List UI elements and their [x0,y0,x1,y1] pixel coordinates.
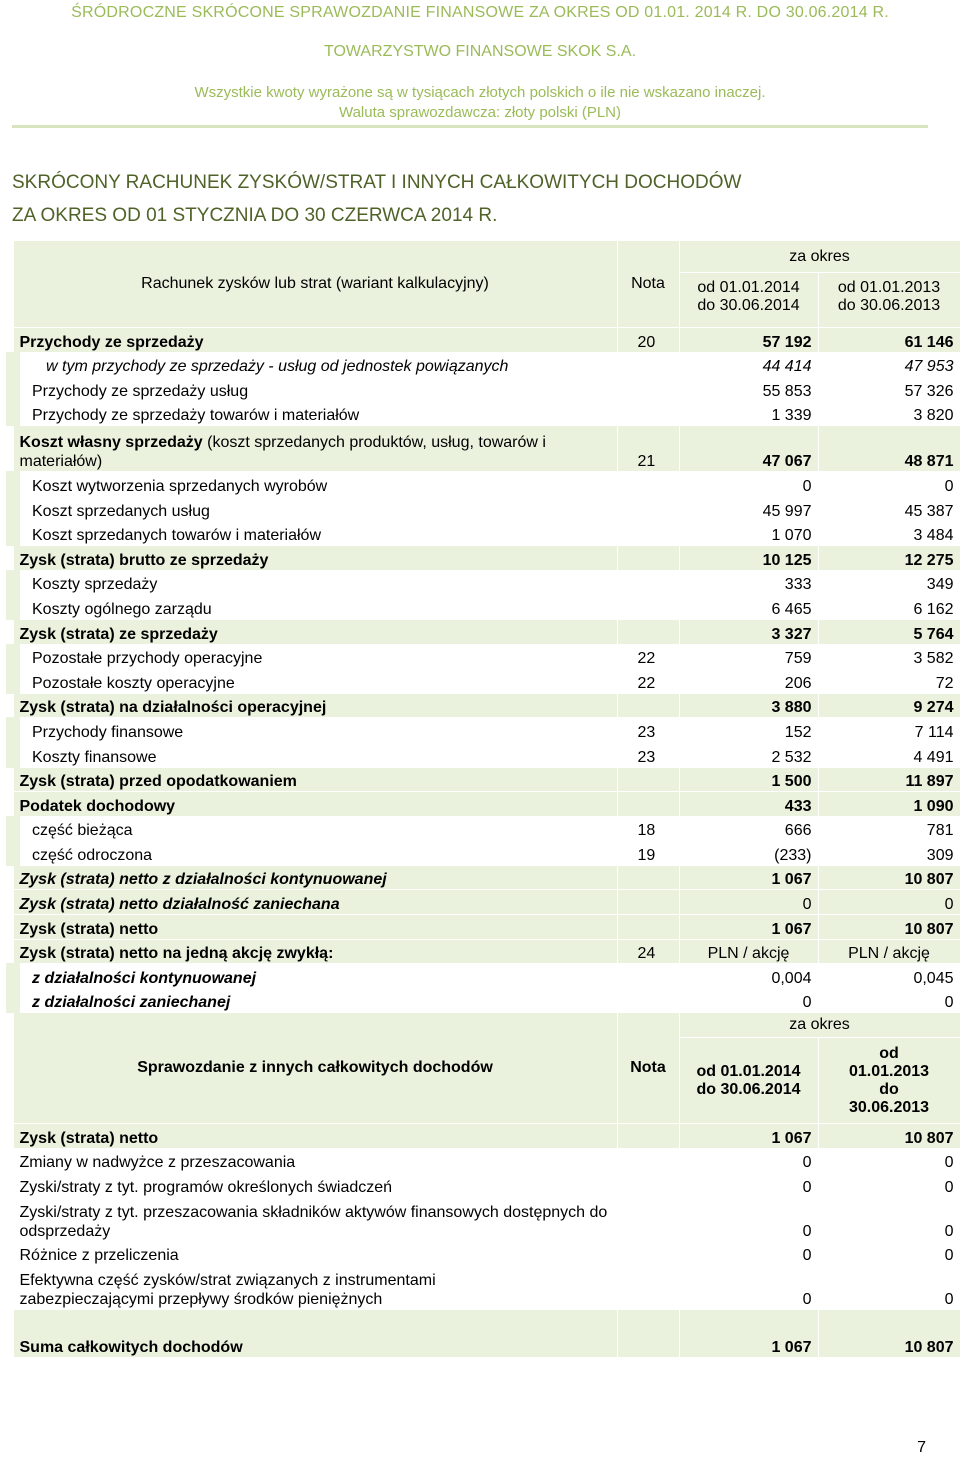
table-row: część odroczona 19 (233) 309 [13,841,960,866]
table-row: Pozostałe koszty operacyjne 22 206 72 [13,669,960,694]
table-row: Pozostałe przychody operacyjne 22 759 3 582 [13,644,960,669]
table-row: Zmiany w nadwyżce z przeszacowania 0 0 [13,1148,960,1173]
table2-header-note: Nota [617,1013,679,1124]
table-row: Przychody ze sprzedaży 20 57 192 61 146 [13,328,960,353]
currency-note: Waluta sprawozdawcza: złoty polski (PLN) [338,104,622,121]
header-divider [12,125,928,128]
table-row: Zysk (strata) na działalności operacyjnej 3 880 9 274 [13,693,960,718]
table1-period-header: za okres [679,241,960,273]
table-row: Podatek dochodowy 433 1 090 [13,792,960,817]
table-row: Zysk (strata) netto na jedną akcję zwykłą: 24 PLN / akcję PLN / akcję [13,939,960,964]
table2-col2-header: od 01.01.2013 do 30.06.2013 [818,1038,960,1124]
table-row: Zysk (strata) netto z działalności kontynuowanej 1 067 10 807 [13,865,960,890]
table2-col1-header: od 01.01.2014 do 30.06.2014 [679,1038,818,1124]
report-header-title: ŚRÓDROCZNE SKRÓCONE SPRAWOZDANIE FINANSOWE ZA OKRES OD 01.01. 2014 R. DO 30.06.2014 R. [71,4,889,21]
table-row: Koszty sprzedaży 333 349 [13,570,960,595]
income-statement-table [6,240,960,1358]
table-row: Zysk (strata) przed opodatkowaniem 1 500 11 897 [13,767,960,792]
table-row: Koszt własny sprzedaży (koszt sprzedanych produktów, usług, towarów i materiałów) 21 47 067 48 871 [13,426,960,472]
table-row: z działalności kontynuowanej 0,004 0,045 [13,964,960,989]
table1-header-label: Rachunek zysków lub strat (wariant kalkulacyjny) [13,241,617,328]
table-row: Zysk (strata) netto działalność zaniechana 0 0 [13,890,960,915]
table-row: Przychody ze sprzedaży towarów i materiałów 1 339 3 820 [13,401,960,426]
page-number: 7 [917,1439,926,1456]
table-row: Różnice z przeliczenia 0 0 [13,1241,960,1266]
table-row: Przychody ze sprzedaży usług 55 853 57 326 [13,377,960,402]
table-row: Efektywna część zysków/strat związanych z instrumentami zabezpieczającymi przepływy środków pieniężnych 0 0 [13,1266,960,1310]
table-row: Koszt wytworzenia sprzedanych wyrobów 0 0 [13,472,960,497]
table-row: Koszt sprzedanych usług 45 997 45 387 [13,496,960,521]
statement-title: SKRÓCONY RACHUNEK ZYSKÓW/STRAT I INNYCH CAŁKOWITYCH DOCHODÓW [12,172,742,193]
table-row: Koszt sprzedanych towarów i materiałów 1 070 3 484 [13,521,960,546]
table-row: część bieżąca 18 666 781 [13,816,960,841]
table-row: z działalności zaniechanej 0 0 [13,988,960,1013]
company-name: TOWARZYSTWO FINANSOWE SKOK S.A. [323,43,637,60]
statement-period: ZA OKRES OD 01 STYCZNIA DO 30 CZERWCA 2014 R. [12,205,498,226]
table-row: Zyski/straty z tyt. programów określonych świadczeń 0 0 [13,1173,960,1198]
table-row: Przychody finansowe 23 152 7 114 [13,718,960,743]
table-row: Zysk (strata) brutto ze sprzedaży 10 125 12 275 [13,546,960,571]
table-row: w tym przychody ze sprzedaży - usług od jednostek powiązanych 44 414 47 953 [13,352,960,377]
table2-period-header: za okres [679,1013,960,1038]
table1-header-note: Nota [617,241,679,328]
table1-col2-header: od 01.01.2013 do 30.06.2013 [818,273,960,328]
table2-header-label: Sprawozdanie z innych całkowitych dochodów [13,1013,617,1124]
table-row: Koszty finansowe 23 2 532 4 491 [13,742,960,767]
amounts-note: Wszystkie kwoty wyrażone są w tysiącach złotych polskich o ile nie wskazano inaczej. [194,84,766,101]
table-row: Zysk (strata) netto 1 067 10 807 [13,915,960,940]
table-row: Suma całkowitych dochodów 1 067 10 807 [13,1310,960,1358]
table-row: Koszty ogólnego zarządu 6 465 6 162 [13,595,960,620]
table1-col1-header: od 01.01.2014 do 30.06.2014 [679,273,818,328]
table-row: Zyski/straty z tyt. przeszacowania składników aktywów finansowych dostępnych do odsprzedaży 0 0 [13,1197,960,1241]
table-row: Zysk (strata) ze sprzedaży 3 327 5 764 [13,619,960,644]
table-row: Zysk (strata) netto 1 067 10 807 [13,1124,960,1149]
